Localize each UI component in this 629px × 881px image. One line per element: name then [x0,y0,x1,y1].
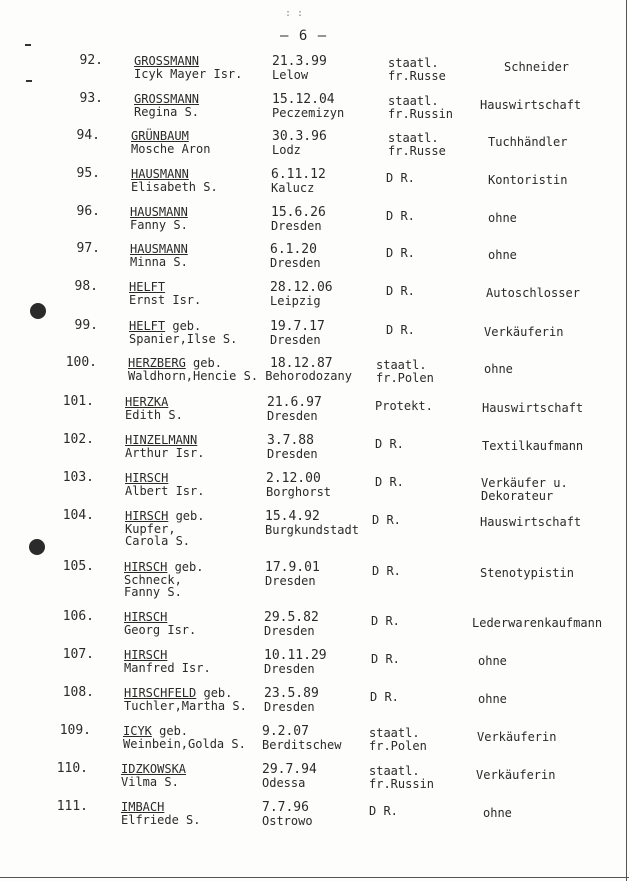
register-entry [0,561,629,601]
nationality-line: D R. [386,171,415,185]
birth-info [270,243,321,269]
occupation-line: Schneider [504,60,570,74]
surname: GROSSMANN [134,92,200,106]
birth-place: Kalucz [271,180,315,195]
surname: HIRSCH [124,560,168,574]
surname: HERZBERG [128,356,186,370]
birth-date: 28.12.06 [270,280,333,295]
entry-number: 98. [74,279,98,294]
entry-number: 97. [76,241,100,256]
person-name [124,611,196,636]
birth-place: Leipzig [270,293,321,308]
person-name [124,561,203,599]
entry-number: 95. [76,166,100,181]
entry-number: 104. [62,508,94,523]
entry-number: 100. [65,355,97,370]
register-entry [0,130,629,170]
person-name [124,687,247,712]
register-entry [0,55,629,95]
entry-number: 111. [56,799,88,814]
birth-info [262,763,317,789]
occupation [478,655,507,668]
birth-date: 29.7.94 [262,762,317,777]
nationality-line: staatl. [388,131,439,145]
occupation-line: ohne [488,211,517,225]
entry-number: 108. [62,685,94,700]
occupation-line: Verkäuferin [484,325,564,339]
person-name [125,434,204,459]
person-name [129,320,237,345]
given-name: Albert Isr. [125,483,205,498]
surname: HIRSCH [124,648,168,662]
birth-info [264,611,319,637]
birth-date: 7.7.96 [262,800,309,815]
given-name: Waldhorn,Hencie S. Behorodozany [128,368,352,383]
person-name [121,763,186,788]
nationality-line: fr.Russin [369,776,435,791]
occupation-line: ohne [483,806,512,820]
entry-number: 92. [79,53,103,68]
person-name [130,206,188,231]
occupation-line: Hauswirtschaft [482,401,584,415]
nationality [386,247,415,260]
occupation-line: ohne [484,362,513,376]
register-entry [0,320,629,360]
register-entry [0,763,629,803]
occupation [478,693,507,706]
person-name [123,725,246,750]
register-entry [0,801,629,841]
surname: ICYK [123,724,152,738]
birth-place: Dresden [264,699,315,714]
occupation-line: Hauswirtschaft [480,515,582,529]
birth-date: 6.11.12 [271,167,326,182]
given-name: Arthur Isr. [125,445,205,460]
person-name [130,243,188,268]
nationality-line: fr.Polen [369,738,427,753]
occupation [480,567,574,580]
occupation [482,440,583,453]
margin-mark [25,44,31,46]
nationality-line: D R. [386,323,415,337]
nationality [371,615,400,628]
birth-info [266,472,331,498]
entry-number: 109. [59,723,91,738]
nationality-line: D R. [375,475,404,489]
register-entry [0,206,629,246]
nationality-line: D R. [369,804,398,818]
occupation [504,61,569,74]
birth-place: Dresden [265,573,316,588]
top-marks: : : [285,8,304,19]
occupation [486,287,580,300]
birth-date: 21.6.97 [267,395,322,410]
given-name: Tuchler,Martha S. [124,698,247,713]
birth-date: 3.7.88 [267,433,314,448]
entry-number: 96. [76,204,100,219]
entry-number: 107. [62,647,94,662]
occupation-line: ohne [478,654,507,668]
surname: HELFT [129,319,166,333]
occupation [488,174,567,187]
occupation [477,731,556,744]
birth-place: Odessa [262,775,306,790]
occupation [484,363,513,376]
surname-suffix: geb. [196,686,233,700]
surname: HAUSMANN [131,167,189,181]
nationality [369,805,398,818]
surname: HAUSMANN [130,205,188,219]
occupation [483,807,512,820]
occupation-line: Autoschlosser [486,286,580,300]
birth-date: 15.6.26 [271,205,326,220]
nationality [376,359,434,384]
nationality-line: D R. [371,652,400,666]
birth-info [267,396,322,422]
person-name [125,510,204,548]
entry-number: 106. [62,609,94,624]
nationality-line: staatl. [388,56,439,70]
birth-date: 15.12.04 [272,92,335,107]
register-entry [0,611,629,651]
birth-date: 9.2.07 [262,724,309,739]
nationality [372,514,401,527]
given-name: Elfriede S. [121,812,201,827]
given-name: Vilma S. [121,774,179,789]
birth-date: 10.11.29 [264,648,327,663]
surname: HIRSCH [124,610,168,624]
occupation [482,402,583,415]
birth-place: Burgkundstadt [265,522,359,537]
birth-place: Dresden [271,218,322,233]
register-entry [0,434,629,474]
surname: HERZKA [125,395,169,409]
birth-place: Peczemizyn [272,105,345,120]
register-entry [0,649,629,689]
given-name: Edith S. [125,407,183,422]
birth-date: 17.9.01 [265,560,320,575]
entry-number: 105. [62,559,94,574]
occupation [484,326,563,339]
birth-place: Berditschew [262,737,342,752]
birth-place: Dresden [267,446,318,461]
nationality [388,132,446,157]
person-name [131,168,218,193]
surname: HIRSCH [125,509,169,523]
entry-number: 94. [76,128,100,143]
birth-info [272,55,327,81]
nationality-line: staatl. [388,94,439,108]
nationality-line: staatl. [369,764,420,778]
nationality-line: D R. [386,209,415,223]
person-name [131,130,210,155]
given-name: Minna S. [130,254,188,269]
birth-info [272,130,327,156]
given-name: Schneck, [124,572,182,587]
nationality [386,324,415,337]
surname: HIRSCHFELD [124,686,197,700]
birth-info [271,168,326,194]
surname-suffix: geb. [165,319,202,333]
nationality-line: staatl. [376,358,427,372]
birth-info [270,320,325,346]
birth-place: Lodz [272,142,301,157]
given-name: Fanny S. [124,585,182,599]
nationality [386,172,415,185]
nationality-line: fr.Polen [376,370,434,385]
person-name [125,472,204,497]
birth-info [265,510,359,536]
given-name: Georg Isr. [124,622,197,637]
birth-place: Dresden [267,408,318,423]
given-name: Spanier,Ilse S. [129,331,238,346]
birth-info [262,725,341,751]
birth-date: 21.3.99 [272,54,327,69]
occupation-line: Tuchhändler [488,135,568,149]
birth-place: Borghorst [266,484,332,499]
birth-place: Dresden [264,623,315,638]
birth-info [267,434,318,460]
occupation [481,477,568,502]
occupation [488,212,517,225]
person-name [129,281,201,306]
given-name: Regina S. [134,104,200,119]
birth-info [270,357,333,371]
birth-date: 19.7.17 [270,319,325,334]
person-name [134,55,242,80]
birth-date: 15.4.92 [265,509,320,524]
register-entry [0,281,629,321]
occupation-line: Dekorateur [481,488,554,503]
given-name: Kupfer, [125,521,176,536]
nationality-line: D R. [372,564,401,578]
occupation [488,249,517,262]
occupation [488,136,567,149]
occupation-line: Verkäuferin [477,730,557,744]
nationality-line: fr.Russin [388,106,454,121]
surname: HIRSCH [125,471,169,485]
surname: GROSSMANN [134,54,200,68]
birth-info [262,801,313,827]
nationality [371,653,400,666]
register-entry [0,396,629,436]
birth-date: 2.12.00 [266,471,321,486]
entry-number: 101. [62,394,94,409]
surname: HINZELMANN [125,433,198,447]
occupation [480,516,581,529]
person-name [125,396,183,421]
birth-date: 29.5.82 [264,610,319,625]
birth-info [271,206,326,232]
register-entry [0,472,629,512]
register-entry [0,168,629,208]
nationality-line: D R. [372,513,401,527]
entry-number: 102. [62,432,94,447]
birth-date: 6.1.20 [270,242,317,257]
nationality [375,400,433,413]
occupation-line: Kontoristin [488,173,568,187]
register-entry [0,357,629,397]
birth-place: Ostrowo [262,813,313,828]
occupation-line: Verkäufer u. [481,476,568,490]
occupation-line: ohne [488,248,517,262]
occupation [480,99,581,112]
birth-info [264,687,319,713]
occupation-line: Lederwarenkaufmann [472,616,603,630]
nationality-line: D R. [386,284,415,298]
nationality [369,765,434,790]
register-entry [0,93,629,133]
given-name: Ernst Isr. [129,292,202,307]
occupation-line: Stenotypistin [480,566,574,580]
nationality [388,57,446,82]
birth-info [264,649,327,675]
surname: IDZKOWSKA [121,762,187,776]
nationality [375,438,404,451]
nationality [375,476,404,489]
birth-info [270,281,333,307]
surname-suffix: geb. [167,560,204,574]
birth-place: Dresden [270,332,321,347]
nationality [386,210,415,223]
page-number: – 6 – [280,28,328,44]
nationality-line: D R. [386,246,415,260]
person-name [121,801,200,826]
birth-info [272,93,344,119]
surname: IMBACH [121,800,165,814]
nationality-line: D R. [375,437,404,451]
birth-info [265,561,320,587]
register-entry [0,687,629,727]
entry-number: 99. [74,318,98,333]
surname: HELFT [129,280,166,294]
occupation-line: Hauswirtschaft [480,98,582,112]
birth-place: Dresden [264,661,315,676]
given-name: Weinbein,Golda S. [123,736,246,751]
register-entry [0,725,629,765]
birth-date: 18.12.87 [270,356,333,371]
nationality-line: Protekt. [375,399,433,413]
nationality [386,285,415,298]
nationality-line: fr.Russe [388,68,446,83]
entry-number: 93. [79,91,103,106]
given-name: Carola S. [125,534,191,548]
surname-suffix: geb. [168,509,205,523]
given-name: Icyk Mayer Isr. [134,66,243,81]
nationality [369,727,427,752]
entry-number: 110. [56,761,88,776]
entry-number: 103. [62,470,94,485]
nationality-line: fr.Russe [388,143,446,158]
birth-place: Lelow [272,67,309,82]
occupation [476,769,555,782]
surname: GRÜNBAUM [131,129,189,143]
register-entry [0,510,629,550]
occupation [472,617,602,630]
given-name: Mosche Aron [131,141,211,156]
occupation-line: ohne [478,692,507,706]
birth-date: 23.5.89 [264,686,319,701]
given-name: Manfred Isr. [124,660,211,675]
nationality [370,691,399,704]
given-name: Elisabeth S. [131,179,218,194]
surname-suffix: geb. [185,356,222,370]
person-name [124,649,211,674]
register-entry [0,243,629,283]
nationality-line: D R. [370,690,399,704]
occupation-line: Verkäuferin [476,768,556,782]
surname: HAUSMANN [130,242,188,256]
page-edge-bottom [0,877,629,878]
nationality [372,565,401,578]
birth-date: 30.3.96 [272,129,327,144]
nationality [388,95,453,120]
nationality-line: staatl. [369,726,420,740]
given-name: Fanny S. [130,217,188,232]
birth-place: Dresden [270,255,321,270]
surname-suffix: geb. [151,724,189,738]
person-name [134,93,199,118]
occupation-line: Textilkaufmann [482,439,584,453]
nationality-line: D R. [371,614,400,628]
